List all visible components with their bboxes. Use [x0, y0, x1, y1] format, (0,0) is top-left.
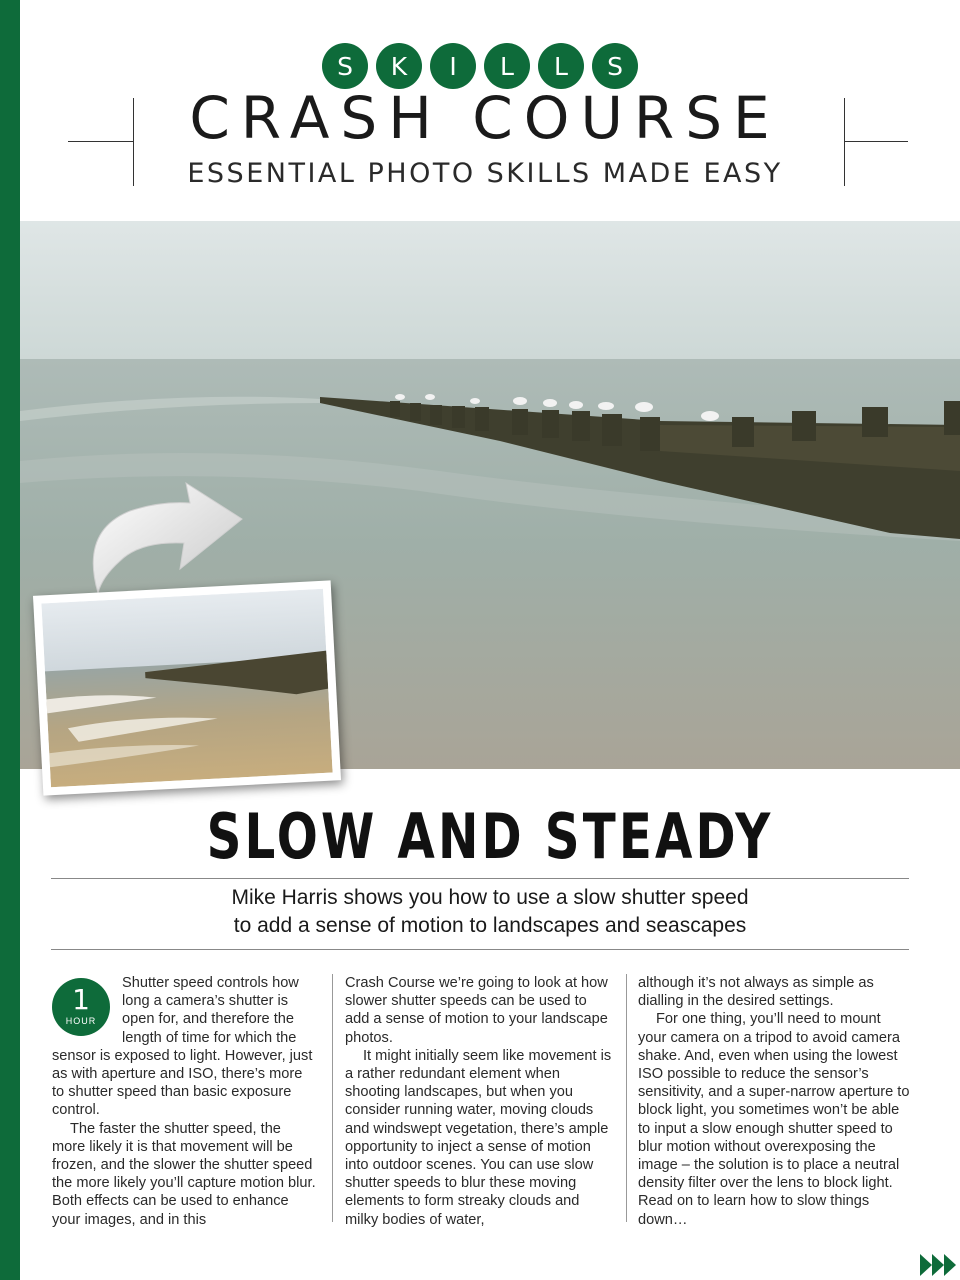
body-paragraph: It might initially seem like movement is a rather redundant element when shooting landscapes, but when you consider running water, moving clouds and windswept vegetation, there’s ample opportunity to inject a sense of motion into outdoor scenes. You can use slow shutter speeds to blur these moving elements to form streaky clouds and milky bodies of water,	[345, 1047, 612, 1228]
column-divider	[626, 974, 627, 1222]
standfirst-rule-bottom	[51, 949, 909, 950]
standfirst-line: Mike Harris shows you how to use a slow shutter speed	[231, 886, 749, 909]
body-paragraph: The faster the shutter speed, the more likely it is that movement will be frozen, and the slower the shutter speed the more likely you’ll capture motion blur. Both effects can be used to enhance your images, and in this	[52, 1120, 316, 1228]
hour-label: HOUR	[65, 1016, 97, 1026]
page-edge-accent-bar	[0, 0, 20, 1280]
standfirst-rule-top	[51, 878, 909, 879]
skills-letter: L	[538, 43, 584, 89]
article-standfirst	[20, 884, 960, 940]
section-subtitle: ESSENTIAL PHOTO SKILLS MADE EASY	[187, 158, 783, 189]
skills-letter: K	[376, 43, 422, 89]
body-paragraph: although it’s not always as simple as dialling in the desired settings.	[638, 975, 874, 1010]
body-paragraph: Crash Course we’re going to look at how slower shutter speeds can be used to add a sense of motion to your landscape photos.	[345, 975, 608, 1046]
section-title: CRASH COURSE	[189, 84, 781, 152]
inset-photo-before	[33, 580, 341, 795]
body-column-3	[638, 974, 913, 1229]
skills-badge-row	[0, 43, 960, 89]
next-page-arrows-icon[interactable]	[918, 1250, 960, 1280]
skills-letter: S	[322, 43, 368, 89]
skills-letter: I	[430, 43, 476, 89]
body-paragraph: For one thing, you’ll need to mount your camera on a tripod to avoid camera shake. And, even when using the lowest ISO possible to reduce the sensor’s sensitivity, and a super-narrow aperture to block light, you sometimes won’t be able to input a slow enough shutter speed to blur motion without overexposing the image – the solution is to place a neutral density filter over the lens to block light. Read on to learn how to slow things down…	[638, 1011, 910, 1228]
skills-letter: S	[592, 43, 638, 89]
hour-badge	[52, 978, 110, 1036]
hour-number: 1	[72, 983, 90, 1016]
skills-letter: L	[484, 43, 530, 89]
standfirst-line: to add a sense of motion to landscapes and seascapes	[233, 914, 747, 937]
body-paragraph: Shutter speed controls how long a camera’s shutter is open for, and therefore the length of time for which the sensor is exposed to light. However, just as with aperture and ISO, there’s more to shutter speed than basic exposure control.	[52, 975, 313, 1119]
body-column-2	[345, 974, 615, 1229]
article-headline: SLOW AND STEADY	[206, 800, 774, 873]
body-column-1	[52, 974, 318, 1229]
column-divider	[332, 974, 333, 1222]
